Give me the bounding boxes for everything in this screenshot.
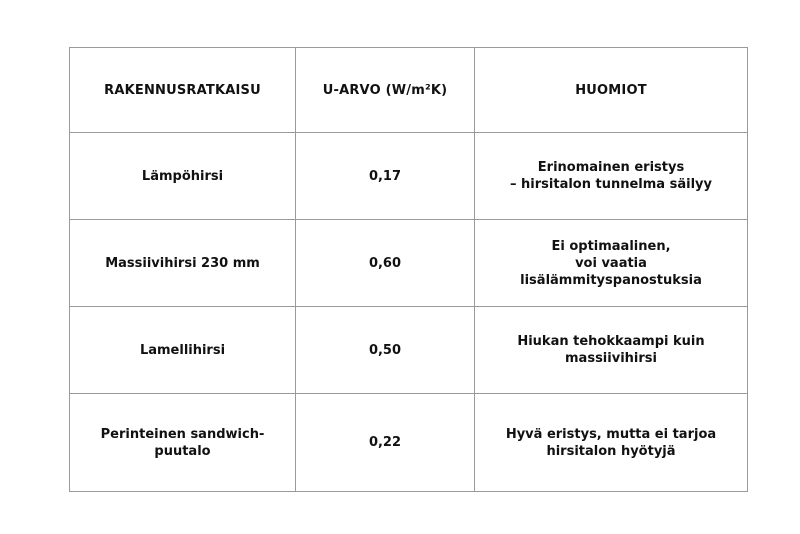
cell-solution: Massiivihirsi 230 mm — [70, 220, 296, 307]
table-row — [70, 220, 748, 307]
header-notes: HUOMIOT — [475, 48, 748, 133]
notes-line: massiivihirsi — [565, 351, 657, 366]
table-row — [70, 133, 748, 220]
u-value-comparison-table — [69, 47, 748, 492]
notes-line: – hirsitalon tunnelma säilyy — [510, 177, 712, 192]
notes-line: Hyvä eristys, mutta ei tarjoa — [505, 426, 717, 442]
notes-line: Hiukan tehokkaampi kuin — [517, 334, 705, 349]
notes-line: hirsitalon hyötyjä — [546, 443, 676, 459]
cell-u-value: 0,22 — [296, 394, 475, 492]
notes-line: Ei optimaalinen, — [551, 238, 671, 254]
cell-notes — [475, 394, 748, 492]
table-header-row — [70, 48, 748, 133]
header-solution: RAKENNUSRATKAISU — [70, 48, 296, 133]
cell-u-value: 0,50 — [296, 307, 475, 394]
cell-solution: Lamellihirsi — [70, 307, 296, 394]
cell-u-value: 0,60 — [296, 220, 475, 307]
notes-line: Erinomainen eristys — [537, 160, 685, 175]
header-u-value: U-ARVO (W/m²K) — [296, 48, 475, 133]
cell-solution: Perinteinen sandwich-puutalo — [70, 394, 296, 492]
table-row — [70, 307, 748, 394]
notes-line: voi vaatia lisälämmityspanostuksia — [520, 255, 702, 288]
cell-u-value: 0,17 — [296, 133, 475, 220]
cell-solution: Lämpöhirsi — [70, 133, 296, 220]
cell-notes — [475, 220, 748, 307]
table-row — [70, 394, 748, 492]
cell-notes — [475, 307, 748, 394]
cell-notes — [475, 133, 748, 220]
